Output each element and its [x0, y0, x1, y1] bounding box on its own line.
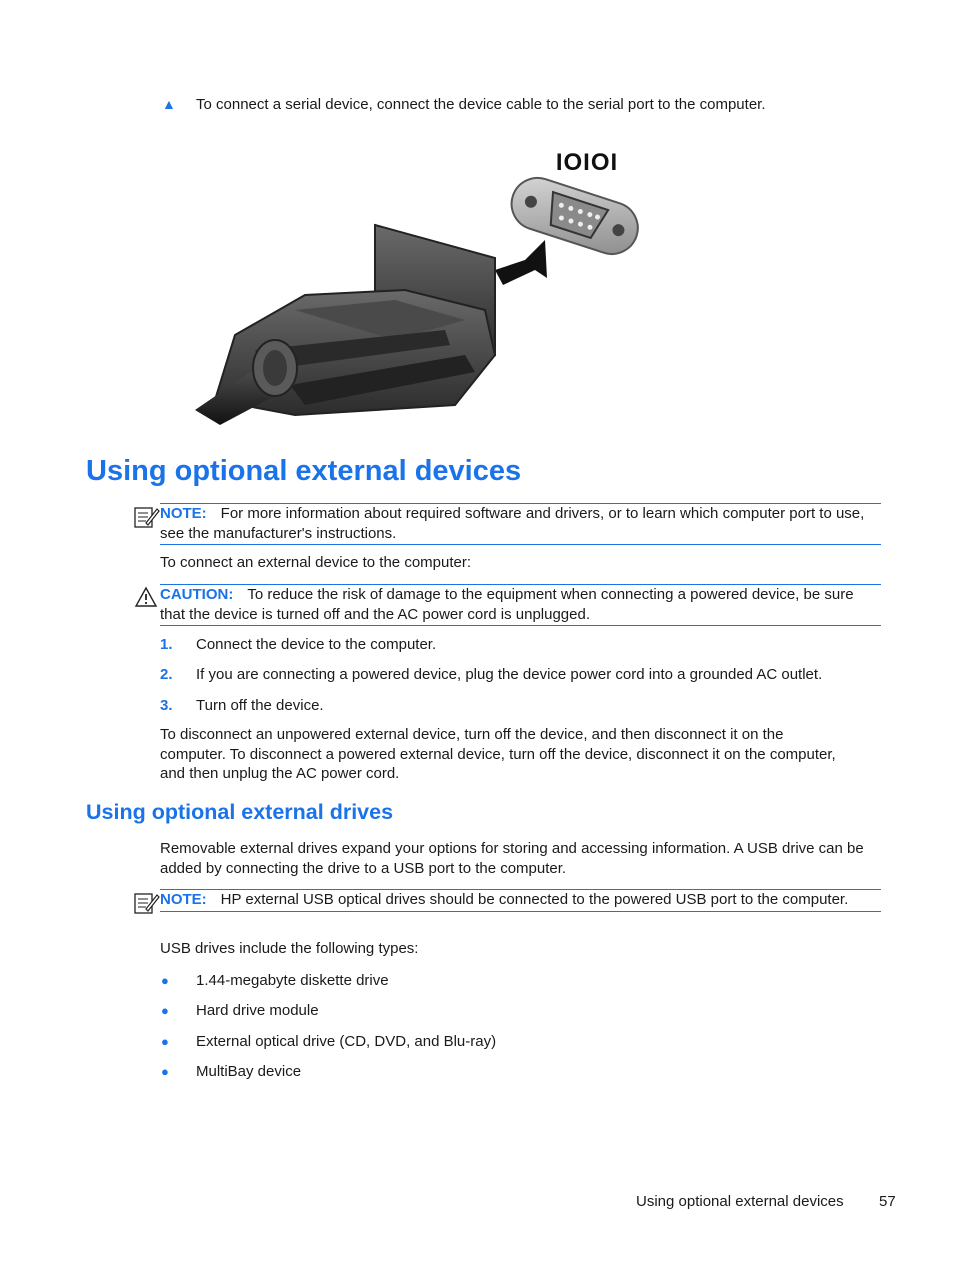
note-icon [134, 505, 160, 533]
serial-cable-connector-icon [195, 140, 655, 425]
note-text: For more information about required software and drivers, or to learn which computer port to use, see the manufacturer's instructions. [160, 505, 865, 542]
port-symbol: IOIOI [555, 149, 619, 176]
triangle-bullet-icon: ▲ [162, 96, 176, 112]
heading-using-optional-external-devices: Using optional external devices [86, 455, 522, 487]
caution-text: To reduce the risk of damage to the equipment when connecting a powered device, be sure that the device is turned off and the AC power cord is unplugged. [160, 586, 854, 623]
bullet-dot-icon: ● [161, 1034, 169, 1049]
caution-label: CAUTION: [160, 586, 234, 603]
caution-box [160, 584, 881, 626]
drive-types-intro: USB drives include the following types: [160, 940, 419, 957]
step-number: 2. [160, 666, 173, 683]
note-box [160, 889, 881, 912]
note-label: NOTE: [160, 891, 207, 908]
disconnect-paragraph: To disconnect an unpowered external device, turn off the device, and then disconnect it on the computer. To disconnect a powered external device, turn off the device, disconnect it on the computer, and then unplug the AC power cord. [160, 726, 836, 782]
step-text: Connect the device to the computer. [196, 636, 437, 653]
intro-text: To connect a serial device, connect the device cable to the serial port to the computer. [196, 96, 766, 113]
step-text: Turn off the device. [196, 697, 324, 714]
list-item: Hard drive module [196, 1002, 319, 1019]
note-label: NOTE: [160, 505, 207, 522]
bullet-dot-icon: ● [161, 1003, 169, 1018]
note-icon [134, 891, 160, 919]
serial-cable-figure [195, 140, 655, 425]
step-text: If you are connecting a powered device, plug the device power cord into a grounded AC outlet. [196, 666, 823, 683]
step-number: 1. [160, 636, 173, 653]
connect-intro-text: To connect an external device to the computer: [160, 554, 472, 571]
page-number: 57 [879, 1193, 896, 1210]
note-box [160, 503, 881, 545]
step-number: 3. [160, 697, 173, 714]
heading-using-optional-external-drives: Using optional external drives [86, 800, 394, 824]
list-item: MultiBay device [196, 1063, 302, 1080]
note-text: HP external USB optical drives should be connected to the powered USB port to the computer. [220, 891, 849, 908]
bullet-dot-icon: ● [161, 1064, 169, 1079]
list-item: External optical drive (CD, DVD, and Blu-ray) [196, 1033, 497, 1050]
footer-section-title: Using optional external devices [636, 1193, 844, 1210]
drives-paragraph: Removable external drives expand your options for storing and accessing information. A USB drive can be added by connecting the drive to a USB port to the computer. [160, 840, 864, 877]
bullet-dot-icon: ● [161, 973, 169, 988]
list-item: 1.44-megabyte diskette drive [196, 972, 389, 989]
caution-warning-icon [134, 586, 158, 612]
